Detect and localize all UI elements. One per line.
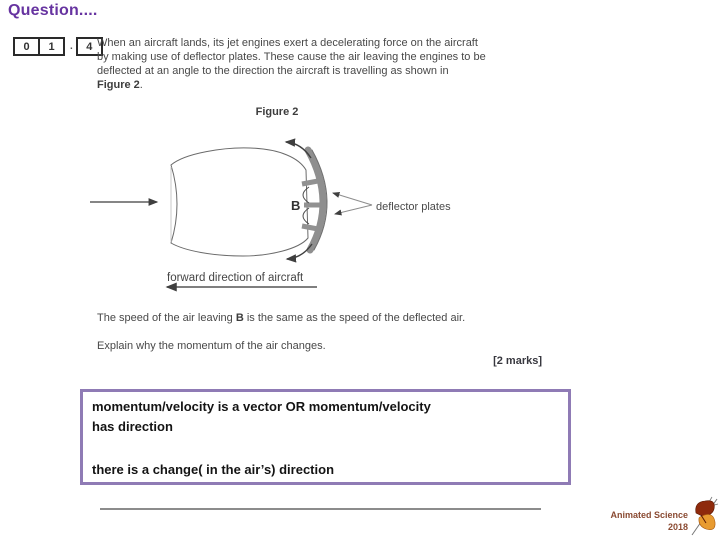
question-line-1: When an aircraft lands, its jet engines exert a decelerating force on the aircraft [97,37,478,49]
engine-outline [171,148,308,256]
answer-line-3: there is a change( in the air’s) direction [92,462,335,477]
point-b-label: B [291,198,301,213]
answer-ruled-line [100,508,541,510]
question-number [13,37,103,56]
connector-plate-top [302,181,318,184]
engine-diagram [85,125,485,295]
brand-text [540,509,688,533]
question-number-box-3: 4 [76,37,103,56]
marks-badge: [2 marks] [493,355,542,367]
brand-name: Animated Science [610,510,688,520]
statement-speed [97,312,465,324]
deflector-pointer-line-top [333,193,372,205]
butterfly-logo-icon [691,496,719,538]
question-number-box-1: 0 [13,37,40,56]
statement-speed-part2: is the same as the speed of the deflected air. [243,312,466,324]
question-line-2: by making use of deflector plates. These cause the air leaving the engines to be [97,51,486,63]
answer-line-2: has direction [92,419,173,434]
deflector-plates-label: deflector plates [376,201,451,213]
answer-box [80,389,571,485]
question-number-separator: . [70,41,73,52]
forward-direction-label: forward direction of aircraft [167,272,304,284]
statement-speed-part1: The speed of the air leaving [97,312,236,324]
statement-explain: Explain why the momentum of the air changes. [97,340,326,352]
figure-reference-period: . [139,79,143,91]
question-line-3: deflected at an angle to the direction the aircraft is travelling as shown in [97,65,449,77]
slide-title: Question.... [8,2,98,19]
brand-year: 2018 [667,522,688,532]
statement-speed-b: B [235,312,244,324]
question-line-4 [97,78,547,92]
deflector-pointer-line-bottom [335,205,372,214]
figure-reference: Figure 2 [97,79,140,91]
question-paragraph [97,36,547,92]
question-number-box-2: 1 [40,37,65,56]
figure-caption: Figure 2 [255,106,299,118]
answer-line-1: momentum/velocity is a vector OR momentum/velocity [92,399,431,414]
